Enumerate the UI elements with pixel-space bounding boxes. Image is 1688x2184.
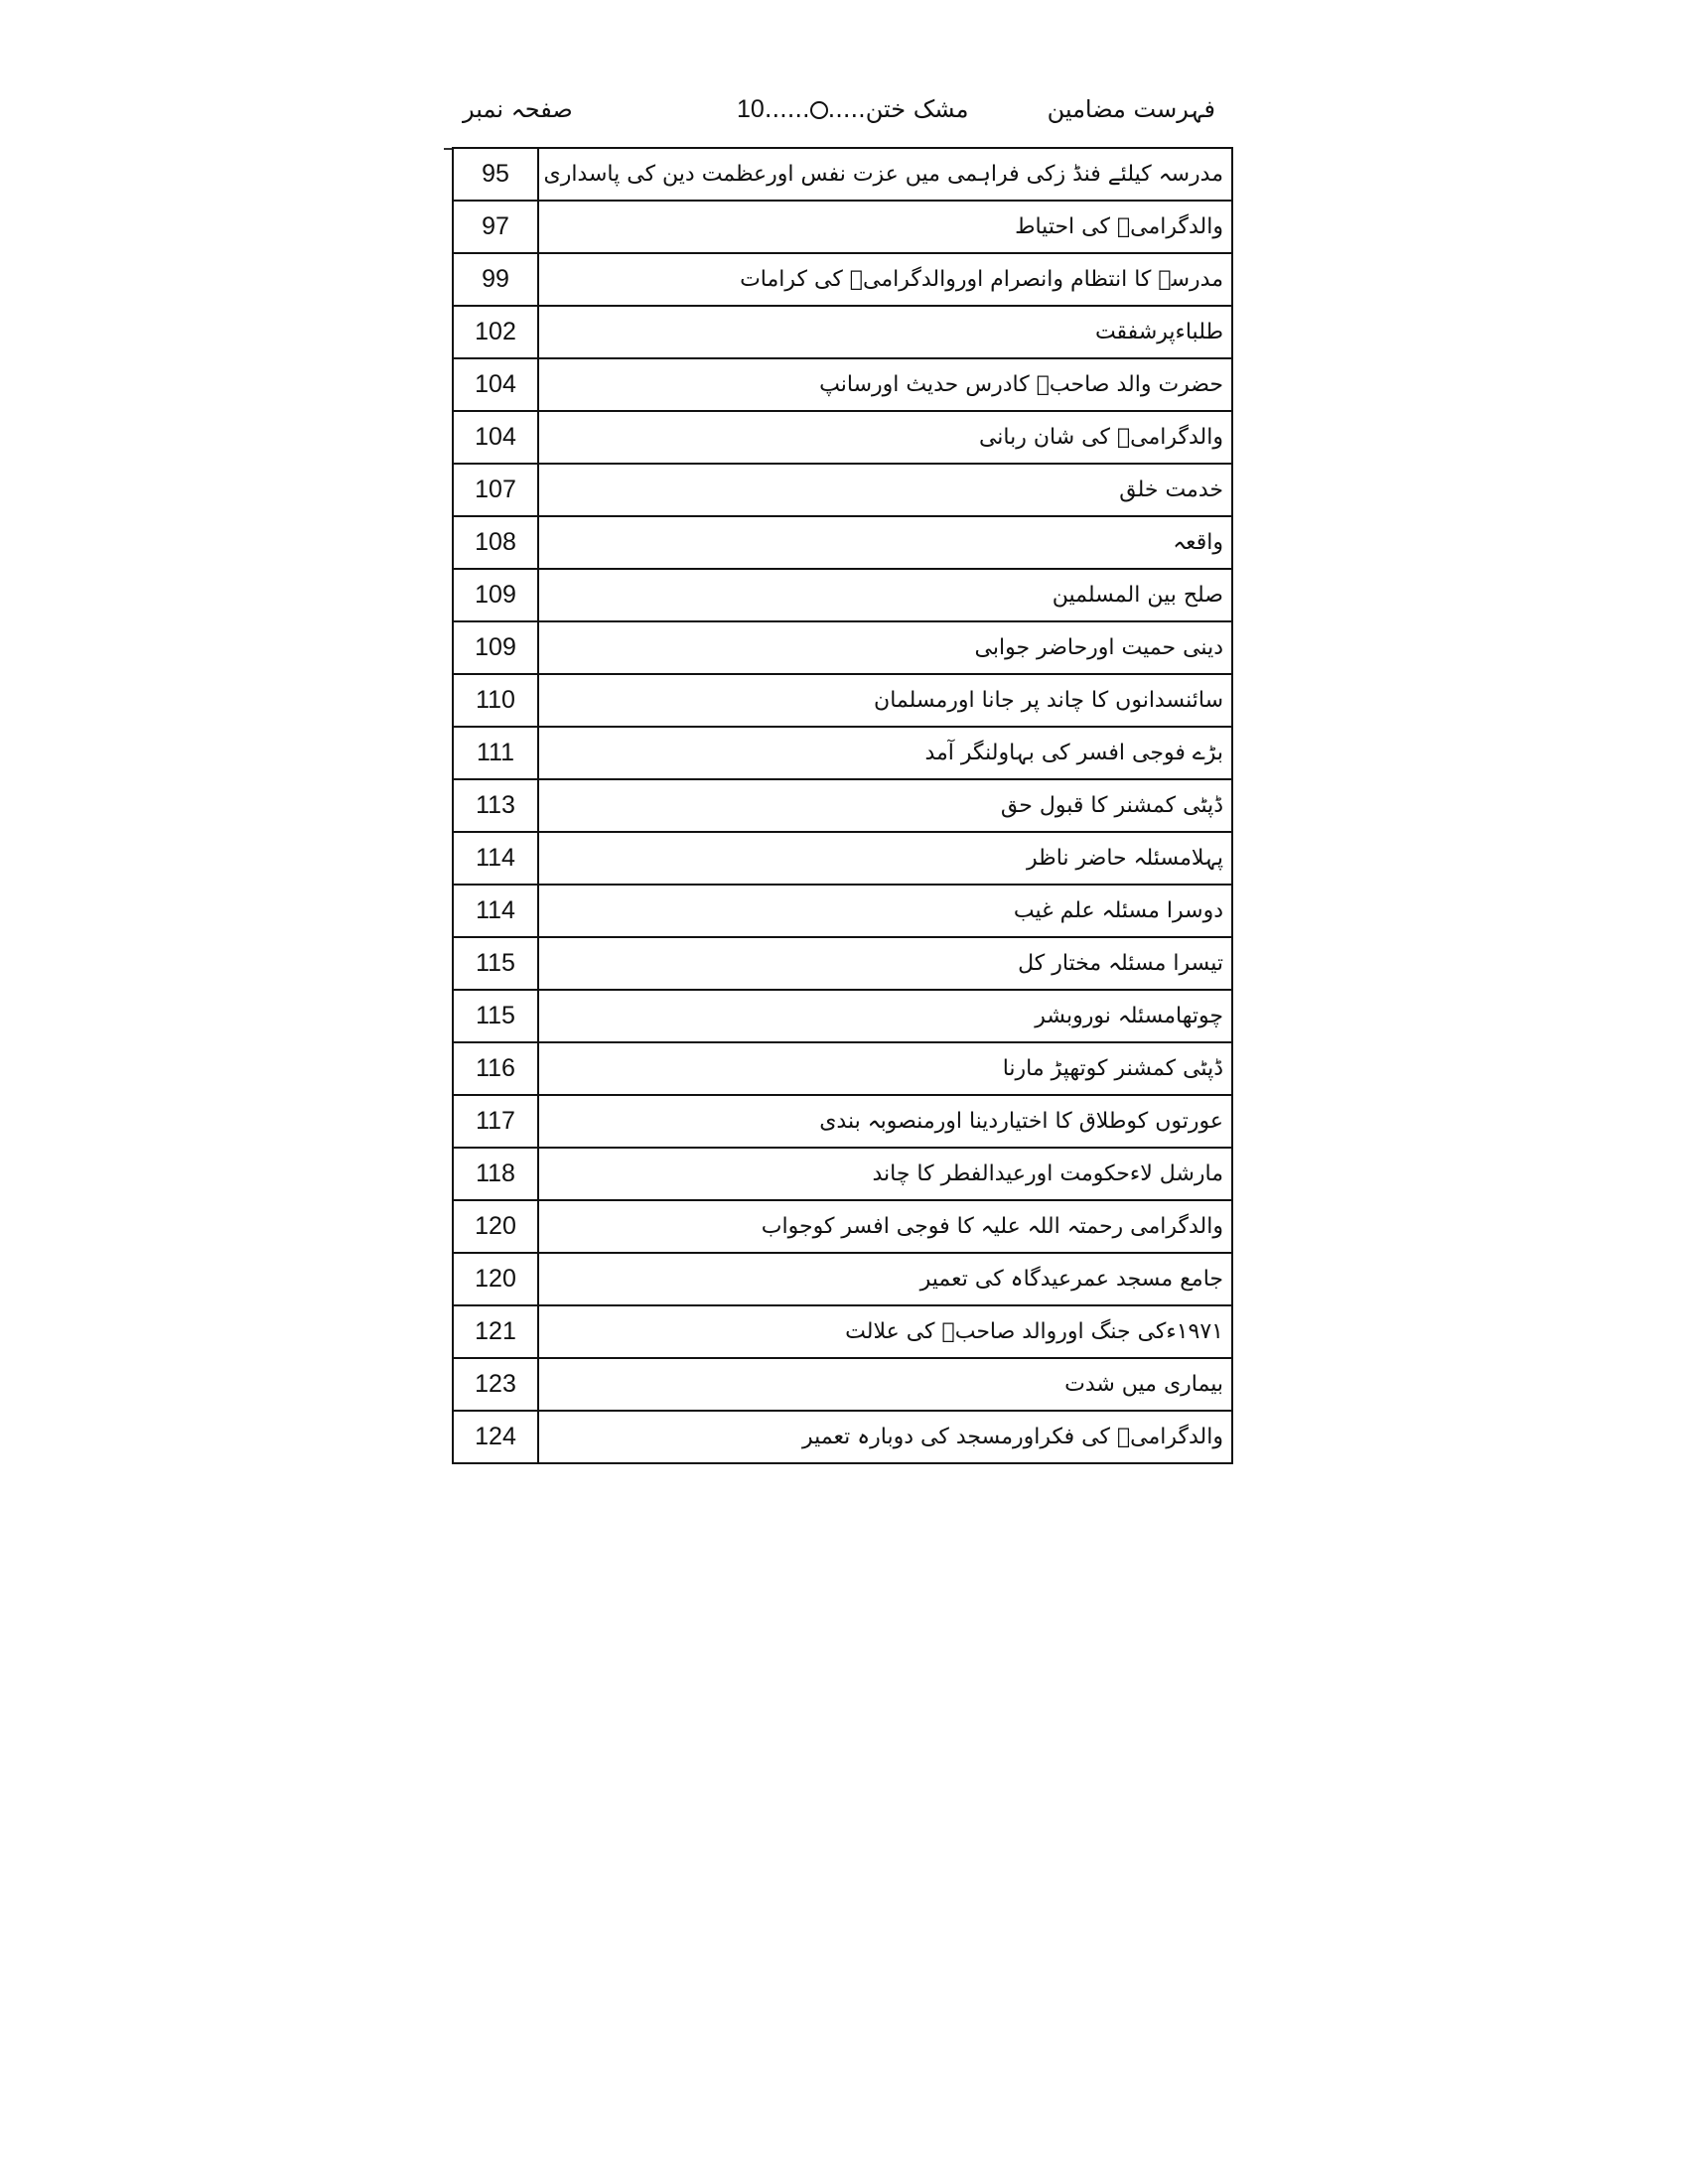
entry-title: پہلامسئلہ حاضر ناظر <box>538 832 1232 885</box>
table-row <box>453 727 1232 779</box>
circle-ornament-icon <box>810 101 828 119</box>
entry-page-number: 99 <box>453 253 538 306</box>
table-row <box>453 201 1232 253</box>
entry-title: طلباءپرشفقت <box>538 306 1232 358</box>
entry-page-number: 120 <box>453 1253 538 1305</box>
entry-title: والدگرامیؒ کی احتیاط <box>538 201 1232 253</box>
entry-title: بڑے فوجی افسر کی بہاولنگر آمد <box>538 727 1232 779</box>
entry-title: تیسرا مسئلہ مختار کل <box>538 937 1232 990</box>
entry-page-number: 109 <box>453 569 538 621</box>
running-head <box>737 95 968 124</box>
table-row <box>453 306 1232 358</box>
entry-title: بیماری میں شدت <box>538 1358 1232 1411</box>
entry-page-number: 113 <box>453 779 538 832</box>
entry-page-number: 104 <box>453 411 538 464</box>
entry-page-number: 104 <box>453 358 538 411</box>
entry-page-number: 120 <box>453 1200 538 1253</box>
entry-title: مدرسہ کا انتظام وانصرام اوروالدگرامیؒ کی کرامات <box>538 253 1232 306</box>
page-number-label: صفحہ نمبر <box>463 95 573 123</box>
table-row <box>453 1358 1232 1411</box>
entry-title: دوسرا مسئلہ علم غیب <box>538 885 1232 937</box>
table-row <box>453 464 1232 516</box>
entry-page-number: 95 <box>453 148 538 201</box>
table-row <box>453 621 1232 674</box>
entry-title: خدمت خلق <box>538 464 1232 516</box>
entry-title: ۱۹۷۱ءکی جنگ اوروالد صاحبؒ کی علالت <box>538 1305 1232 1358</box>
table-row <box>453 569 1232 621</box>
entry-page-number: 124 <box>453 1411 538 1463</box>
table-row <box>453 253 1232 306</box>
entry-page-number: 116 <box>453 1042 538 1095</box>
table-row <box>453 358 1232 411</box>
entry-page-number: 121 <box>453 1305 538 1358</box>
table-row <box>453 674 1232 727</box>
entry-page-number: 111 <box>453 727 538 779</box>
book-title: مشک ختن <box>865 95 969 123</box>
entry-page-number: 97 <box>453 201 538 253</box>
table-row <box>453 779 1232 832</box>
entry-title: دینی حمیت اورحاضر جوابی <box>538 621 1232 674</box>
entry-page-number: 115 <box>453 990 538 1042</box>
entry-title: حضرت والد صاحبؒ کادرس حدیث اورسانپ <box>538 358 1232 411</box>
entry-page-number: 102 <box>453 306 538 358</box>
dotted-separator: ...... <box>764 95 810 123</box>
entry-title: سائنسدانوں کا چاند پر جانا اورمسلمان <box>538 674 1232 727</box>
entry-title: ڈپٹی کمشنر کا قبول حق <box>538 779 1232 832</box>
table-row <box>453 1042 1232 1095</box>
table-of-contents <box>452 147 1233 1464</box>
table-row <box>453 1305 1232 1358</box>
table-row <box>453 990 1232 1042</box>
entry-page-number: 107 <box>453 464 538 516</box>
table-row <box>453 516 1232 569</box>
entry-title: عورتوں کوطلاق کا اختیاردینا اورمنصوبہ بندی <box>538 1095 1232 1148</box>
table-row <box>453 937 1232 990</box>
entry-page-number: 118 <box>453 1148 538 1200</box>
entry-title: مارشل لاءحکومت اورعیدالفطر کا چاند <box>538 1148 1232 1200</box>
entry-title: مدرسہ کیلئے فنڈ زکی فراہمی میں عزت نفس اورعظمت دین کی پاسداری <box>538 148 1232 201</box>
entry-page-number: 115 <box>453 937 538 990</box>
table-row <box>453 1148 1232 1200</box>
page-number: 10 <box>737 95 765 123</box>
table-row <box>453 1200 1232 1253</box>
table-row <box>453 1095 1232 1148</box>
table-row <box>453 148 1232 201</box>
entry-page-number: 123 <box>453 1358 538 1411</box>
section-title: فہرست مضامین <box>1047 95 1215 123</box>
entry-title: واقعہ <box>538 516 1232 569</box>
entry-title: ڈپٹی کمشنر کوتھپڑ مارنا <box>538 1042 1232 1095</box>
entry-title: صلح بین المسلمین <box>538 569 1232 621</box>
table-row <box>453 832 1232 885</box>
table-row <box>453 1411 1232 1463</box>
entry-title: چوتھامسئلہ نوروبشر <box>538 990 1232 1042</box>
entry-page-number: 109 <box>453 621 538 674</box>
entry-page-number: 117 <box>453 1095 538 1148</box>
table-row <box>453 411 1232 464</box>
entry-title: جامع مسجد عمرعیدگاہ کی تعمیر <box>538 1253 1232 1305</box>
table-row <box>453 1253 1232 1305</box>
entry-title: والدگرامیؒ کی فکراورمسجد کی دوبارہ تعمیر <box>538 1411 1232 1463</box>
entry-page-number: 114 <box>453 832 538 885</box>
entry-page-number: 108 <box>453 516 538 569</box>
entry-title: والدگرامی رحمتہ اللہ علیہ کا فوجی افسر کوجواب <box>538 1200 1232 1253</box>
margin-tick <box>444 148 452 150</box>
table-row <box>453 885 1232 937</box>
page-header <box>449 95 1233 139</box>
entry-page-number: 110 <box>453 674 538 727</box>
dotted-separator: ..... <box>827 95 866 123</box>
entry-page-number: 114 <box>453 885 538 937</box>
entry-title: والدگرامیؒ کی شان ربانی <box>538 411 1232 464</box>
